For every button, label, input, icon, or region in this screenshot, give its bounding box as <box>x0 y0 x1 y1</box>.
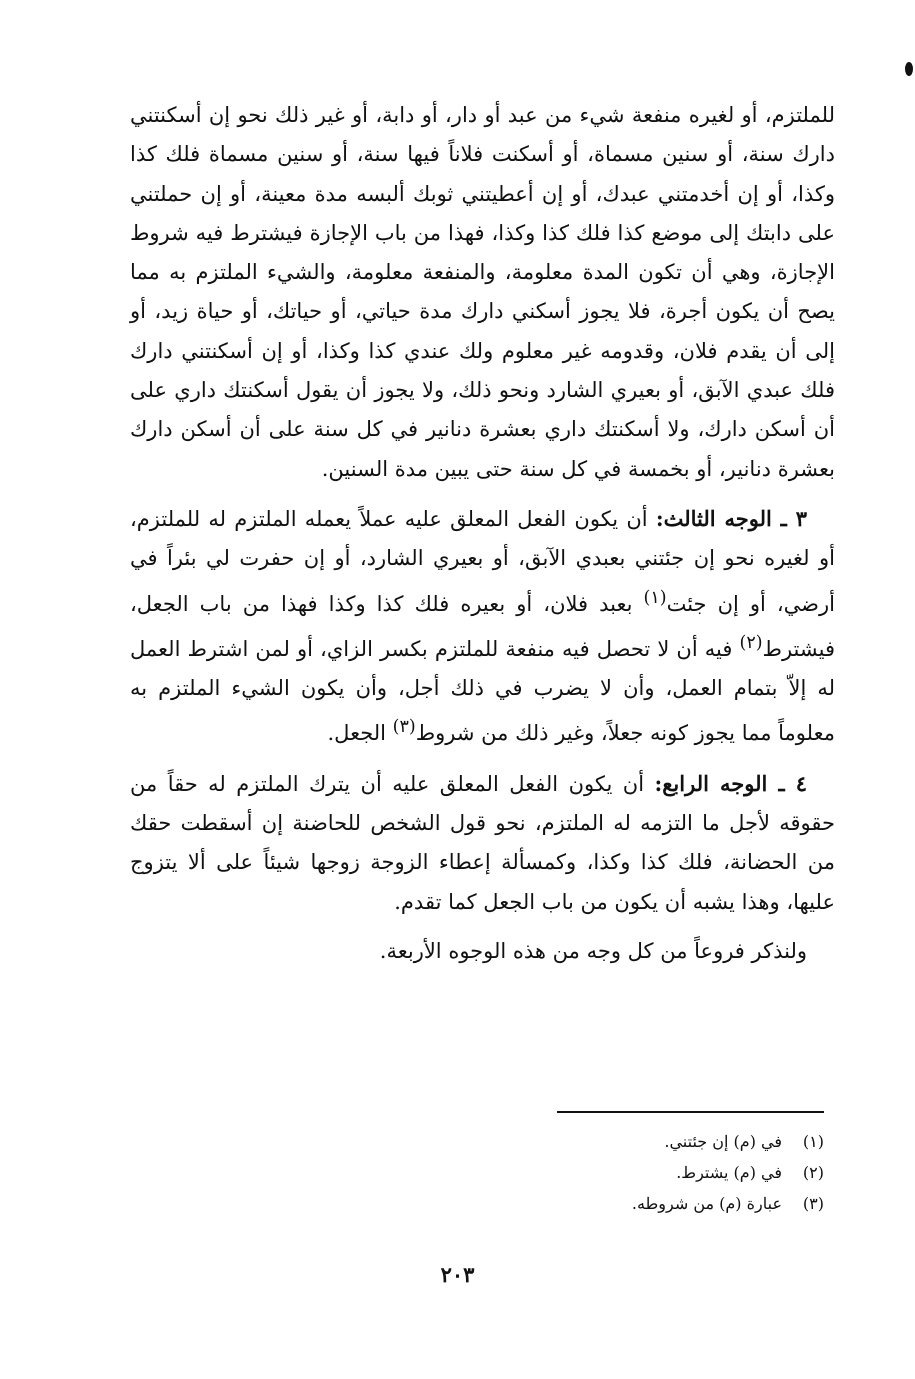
section-3-heading: ٣ ـ الوجه الثالث: <box>655 505 807 531</box>
page-number: ٢٠٣ <box>440 1262 475 1287</box>
section-4-text: أن يكون الفعل المعلق عليه أن يترك الملتزم له حقاً من حقوقه لأجل ما التزمه له الملتزم، نحو قول الشخص للحاضنة إن أسقطت حقك من الحضانة، فلك كذا وكذا، وكمسألة إعطاء الزوجة زوجها شيئاً على ألا يتزوج عليها، وهذا يشبه أن يكون من باب الجعل كما تقدم. <box>130 771 835 914</box>
paragraph-section-4 <box>130 764 835 922</box>
footnote-marker: (٣) <box>802 1194 824 1213</box>
footnote-text: في (م) إن جئتني. <box>664 1132 782 1151</box>
footnote-ref-3[interactable]: (٣) <box>392 717 416 738</box>
paragraph-section-3 <box>130 499 835 754</box>
footnote-ref-2[interactable]: (٢) <box>739 632 763 653</box>
footnote-divider <box>557 1111 824 1113</box>
section-3-text: أن يكون الفعل المعلق عليه عملاً يعمله الملتزم له للملتزم، أو لغيره نحو إن جئتني بعبدي الآبق، أو بعيري الشارد، أو إن حفرت لي بئراً في أرضي، أو إن جئت <box>130 506 835 616</box>
paragraph-closing: ولنذكر فروعاً من كل وجه من هذه الوجوه الأربعة. <box>379 938 807 963</box>
section-3-text-b: بعبد فلان، أو بعيره فلك كذا وكذا فهذا من باب الجعل، فيشترط <box>130 591 836 661</box>
section-3-text-d: الجعل. <box>327 721 393 746</box>
section-4-heading: ٤ ـ الوجه الرابع: <box>654 770 807 796</box>
footnote-text: عبارة (م) من شروطه. <box>631 1194 782 1213</box>
footnote-marker: (٢) <box>802 1163 824 1182</box>
paragraph-continuation: للملتزم، أو لغيره منفعة شيء من عبد أو دار، أو دابة، أو غير ذلك نحو إن أسكنتني دارك سنة، أو سنين مسماة، أو أسكنت فلاناً فيها سنة، أو سنين مسماة فلك كذا وكذا، أو إن أخدمتني عبدك، أو إن أعطيتني ثوبك ألبسه مدة معينة، أو إن حملتني على دابتك إلى موضع كذا فلك كذا وكذا، فهذا من باب الإجازة فيشترط فيه شروط الإجازة، وهي أن تكون المدة معلومة، والمنفعة معلومة، والشيء الملتزم به مما يصح أن يكون أجرة، فلا يجوز أسكني دارك مدة حياتي، أو حياتك، أو حياة زيد، أو إلى أن يقدم فلان، وقدومه غير معلوم ولك عندي كذا وكذا، أو إن أسكنتني دارك فلك عبدي الآبق، أو بعيري الشارد ونحو ذلك، ولا يجوز أن يقول أسكنتك داري على أن أسكن دارك، ولا أسكنتك داري بعشرة دنانير في كل سنة على أن أسكن دارك بعشرة دنانير، أو بخمسة في كل سنة حتى يبين مدة السنين. <box>130 103 835 481</box>
section-3-text-c: فيه أن لا تحصل فيه منفعة للملتزم بكسر الزاي، أو لمن اشترط العمل له إلاّ بتمام العمل، وأن لا يضرب في ذلك أجل، وأن يكون الشيء الملتزم به معلوماً مما يجوز كونه جعلاً، وغير ذلك من شروط <box>130 636 835 746</box>
scan-mark <box>905 62 913 76</box>
footnotes <box>400 1126 824 1219</box>
footnote-item <box>400 1188 824 1219</box>
footnote-text: في (م) يشترط. <box>676 1163 782 1182</box>
footnote-item <box>400 1157 824 1188</box>
footnote-item <box>400 1126 824 1157</box>
footnote-marker: (١) <box>802 1132 824 1151</box>
main-text <box>130 96 835 971</box>
footnote-ref-1[interactable]: (١) <box>643 587 667 608</box>
